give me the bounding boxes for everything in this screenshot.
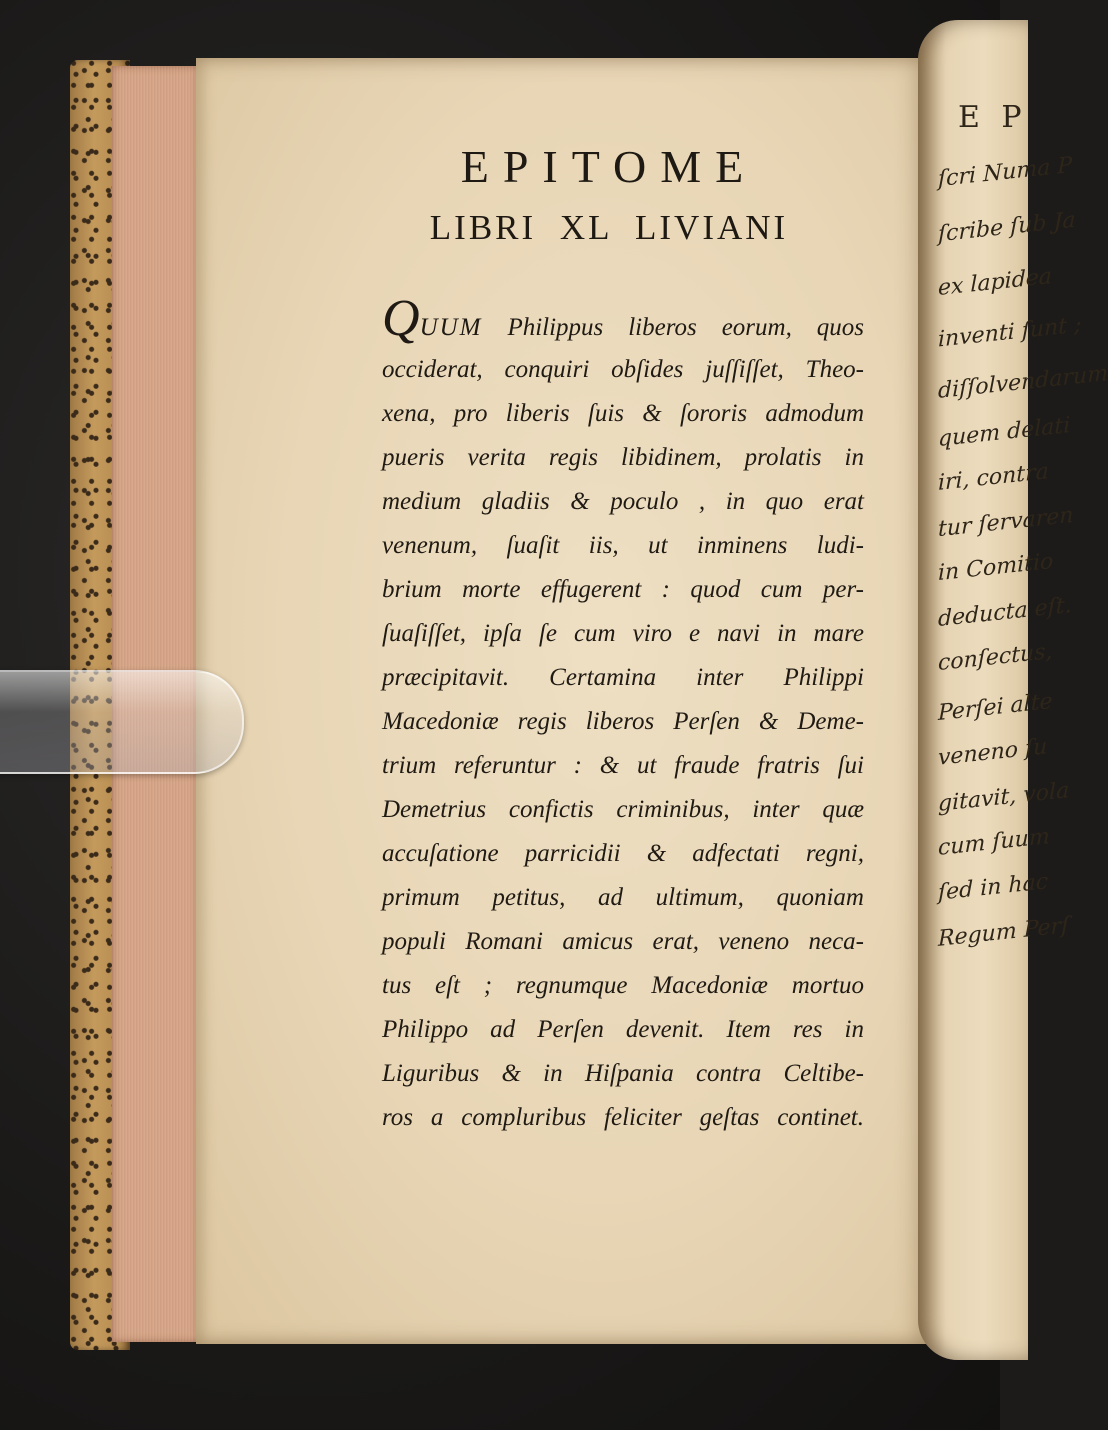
drop-cap: Q xyxy=(382,290,420,347)
recto-line: deducta eſt. xyxy=(938,592,1072,633)
recto-line: iri, contra xyxy=(938,459,1049,496)
text-line: tus eſt ; regnumque Macedoniæ mortuo xyxy=(382,972,864,999)
text-line: Liguribus & in Hiſpania contra Celtibe- xyxy=(382,1060,864,1087)
recto-page xyxy=(918,20,1108,1360)
recto-line: tur ſervaren xyxy=(938,502,1074,543)
recto-line: ſcribe ſub Ja xyxy=(938,207,1076,248)
text-line: accuſatione parricidii & adfectati regni, xyxy=(382,840,864,867)
recto-line: cum ſuum xyxy=(938,824,1050,861)
text-line: brium morte effugerent : quod cum per- xyxy=(382,576,864,603)
recto-line: ſed in hac xyxy=(938,869,1049,906)
recto-line: ſcri Numa P xyxy=(938,152,1073,193)
recto-line: Perſei alte xyxy=(938,688,1053,727)
recto-line: quem delati xyxy=(938,413,1071,452)
recto-line: gitavit, vola xyxy=(938,778,1070,817)
text-line: Macedoniæ regis liberos Perſen & Deme- xyxy=(382,708,864,735)
recto-line: conſectus, xyxy=(938,638,1053,677)
page-subtitle: LIBRI XL LIVIANI xyxy=(429,208,789,247)
text-line: xena, pro liberis ſuis & ſororis admodum xyxy=(382,400,864,427)
recto-heading: E P xyxy=(958,100,1028,135)
recto-line: in Comitio xyxy=(938,548,1054,587)
text-line: Demetrius confictis criminibus, inter quæ xyxy=(382,796,864,823)
text-line: ros a compluribus feliciter geſtas continet. xyxy=(382,1104,864,1131)
text-line: populi Romani amicus erat, veneno neca- xyxy=(382,928,864,955)
text-line: occiderat, conquiri obſides juſſiſſet, Theo- xyxy=(382,356,864,383)
text-line-1 xyxy=(382,290,865,348)
text-line: primum petitus, ad ultimum, quoniam xyxy=(382,884,864,911)
text-line: pueris verita regis libidinem, prolatis in xyxy=(382,444,864,471)
text-line: medium gladiis & poculo , in quo erat xyxy=(382,488,864,515)
text-line: ſuaſiſſet, ipſa ſe cum viro e navi in mare xyxy=(382,620,864,647)
first-word-rest: UUM xyxy=(419,314,483,341)
page-holder-clip xyxy=(0,670,244,774)
text-line: Philippus liberos eorum, quos xyxy=(507,314,865,341)
epitome-text xyxy=(382,290,865,1140)
recto-line: inventi ſunt ; xyxy=(938,312,1082,353)
page-title: EPITOME xyxy=(460,141,758,192)
verso-page xyxy=(196,58,932,1344)
recto-line: Regum Perſ xyxy=(938,913,1070,952)
recto-line: ex lapidea xyxy=(938,264,1052,301)
recto-line: veneno ſu xyxy=(938,734,1048,771)
recto-line: diſſolvendarum xyxy=(938,361,1108,404)
text-line: venenum, ſuaſit iis, ut inminens ludi- xyxy=(382,532,864,559)
text-line: Philippo ad Perſen devenit. Item res in xyxy=(382,1016,864,1043)
text-line: præcipitavit. Certamina inter Philippi xyxy=(382,664,864,691)
text-line: trium referuntur : & ut fraude fratris ſui xyxy=(382,752,864,779)
